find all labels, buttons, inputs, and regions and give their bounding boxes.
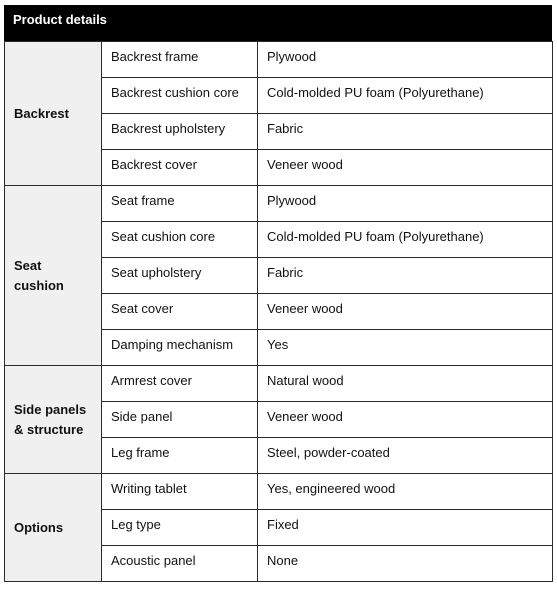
property-value: Veneer wood (258, 150, 553, 186)
property-value: Fabric (258, 258, 553, 294)
property-value: Cold-molded PU foam (Polyurethane) (258, 78, 553, 114)
property-name: Seat cushion core (102, 222, 258, 258)
product-details-table (4, 41, 553, 582)
property-name: Backrest cushion core (102, 78, 258, 114)
group-label: Backrest (5, 42, 102, 186)
property-value: Veneer wood (258, 294, 553, 330)
table-row (5, 186, 553, 222)
property-value: Yes, engineered wood (258, 474, 553, 510)
property-name: Damping mechanism (102, 330, 258, 366)
property-name: Leg type (102, 510, 258, 546)
property-name: Acoustic panel (102, 546, 258, 582)
property-value: None (258, 546, 553, 582)
property-name: Backrest cover (102, 150, 258, 186)
group-label: Seat cushion (5, 186, 102, 366)
property-value: Plywood (258, 186, 553, 222)
property-name: Backrest upholstery (102, 114, 258, 150)
table-row (5, 474, 553, 510)
property-name: Leg frame (102, 438, 258, 474)
property-name: Seat frame (102, 186, 258, 222)
property-value: Steel, powder-coated (258, 438, 553, 474)
product-details-panel (4, 5, 552, 582)
property-value: Plywood (258, 42, 553, 78)
property-name: Side panel (102, 402, 258, 438)
property-value: Cold-molded PU foam (Polyurethane) (258, 222, 553, 258)
property-value: Veneer wood (258, 402, 553, 438)
property-name: Backrest frame (102, 42, 258, 78)
property-name: Seat upholstery (102, 258, 258, 294)
table-row (5, 42, 553, 78)
property-value: Fabric (258, 114, 553, 150)
property-value: Natural wood (258, 366, 553, 402)
product-details-body (5, 42, 553, 582)
table-row (5, 366, 553, 402)
property-name: Armrest cover (102, 366, 258, 402)
property-name: Writing tablet (102, 474, 258, 510)
product-details-header (4, 5, 552, 41)
group-label: Options (5, 474, 102, 582)
property-value: Yes (258, 330, 553, 366)
group-label: Side panels & structure (5, 366, 102, 474)
property-value: Fixed (258, 510, 553, 546)
property-name: Seat cover (102, 294, 258, 330)
product-details-title: Product details (13, 12, 107, 27)
